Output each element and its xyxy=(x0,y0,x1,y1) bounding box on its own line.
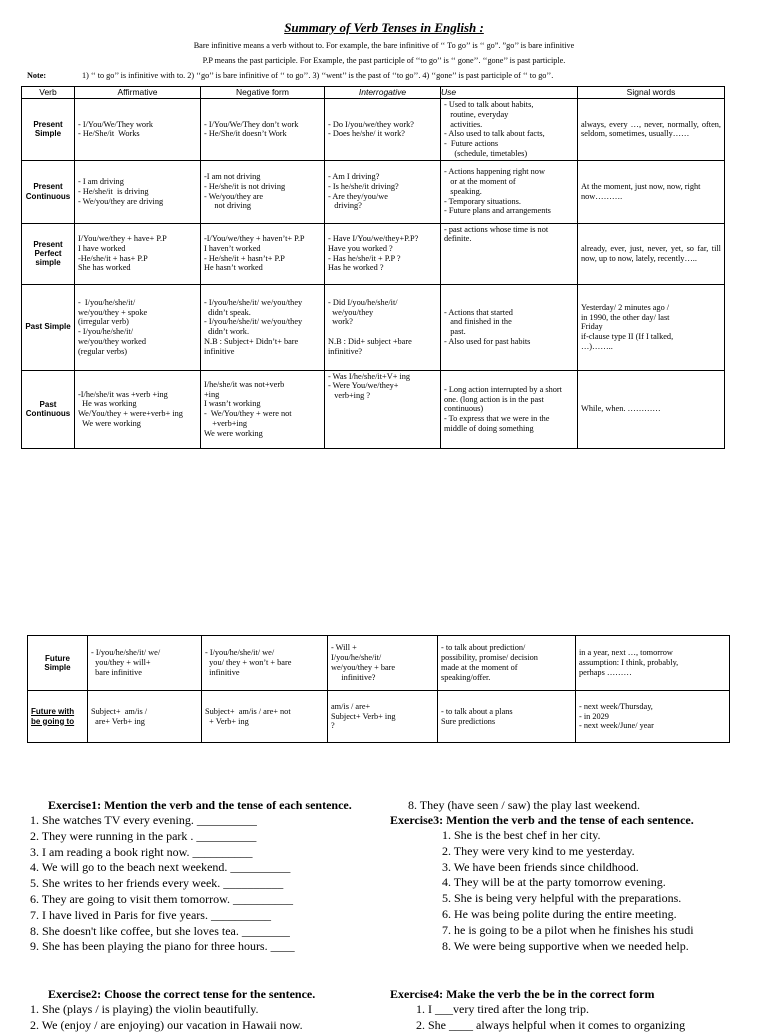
negative-cell: - I/you/he/she/it/ we/you/they didn’t speak. - I/you/he/she/it/ we/you/they didn’t work. N.B : Subject+ Didn’t+ bare infinitive xyxy=(201,284,325,370)
tense-name: Present Simple xyxy=(22,99,75,161)
interrogative-cell: - Did I/you/he/she/it/ we/you/they work? N.B : Did+ subject +bare infinitive? xyxy=(325,284,441,370)
note-label: Note: xyxy=(27,71,47,80)
header-negative: Negative form xyxy=(201,87,325,99)
affirmative-cell: I/You/we/they + have+ P.P I have worked -He/she/it + has+ P.P She has worked xyxy=(75,223,201,284)
exercise3-title: Exercise3: Mention the verb and the tense of each sentence. xyxy=(390,813,694,827)
affirmative-cell: - I/You/We/They work - He/She/it Works xyxy=(75,99,201,161)
list-item: 8. They (have seen / saw) the play last weekend. xyxy=(408,798,641,812)
signal-words-cell: - next week/Thursday, - in 2029 - next week/June/ year xyxy=(576,691,730,743)
interrogative-cell: - Have I/You/we/they+P.P? Have you worked ? - Has he/she/it + P.P ? Has he worked ? xyxy=(325,223,441,284)
tense-name: Present Perfect simple xyxy=(22,223,75,284)
interrogative-cell: am/is / are+ Subject+ Verb+ ing ? xyxy=(328,691,438,743)
affirmative-cell: - I am driving - He/she/it is driving - We/you/they are driving xyxy=(75,160,201,223)
exercise4-section xyxy=(390,987,760,1034)
list-item: 5. She writes to her friends every week. __________ xyxy=(30,876,284,891)
exercise2-section xyxy=(30,987,380,1034)
exercise1-title: Exercise1: Mention the verb and the tense of each sentence. xyxy=(48,798,352,812)
affirmative-cell: - I/you/he/she/it/ we/you/they + spoke (irregular verb) - I/you/he/she/it/ we/you/they worked (regular verbs) xyxy=(75,284,201,370)
list-item: 4. We will go to the beach next weekend. __________ xyxy=(30,860,291,875)
signal-words-cell: At the moment, just now, now, right now………. xyxy=(578,160,725,223)
list-item: 6. He was being polite during the entire meeting. xyxy=(442,906,677,921)
tense-name: Present Continuous xyxy=(22,160,75,223)
list-item: 2. They were very kind to me yesterday. xyxy=(442,843,635,858)
interrogative-cell: - Am I driving? - Is he/she/it driving? - Are they/you/we driving? xyxy=(325,160,441,223)
table-row xyxy=(22,370,725,448)
list-item: 9. She has been playing the piano for three hours. ____ xyxy=(30,939,295,954)
list-item: 1. She watches TV every evening. __________ xyxy=(30,813,257,827)
bare-infinitive-definition: Bare infinitive means a verb without to. For example, the bare infinitive of ‘‘ To go’’ is ‘‘ go”. ”go’’ is bare infinitive xyxy=(193,41,575,50)
signal-words-cell: always, every …, never, normally, often, seldom, sometimes, usually…… xyxy=(578,99,725,161)
table-row xyxy=(22,284,725,370)
table-header-row xyxy=(22,87,725,99)
signal-words-cell: Yesterday/ 2 minutes ago / in 1990, the other day/ last Friday if-clause type II (If I talked, …)…….. xyxy=(578,284,725,370)
list-item: 3. I am reading a book right now. __________ xyxy=(30,844,253,859)
table-row xyxy=(28,636,730,691)
table-row xyxy=(22,99,725,161)
negative-cell: Subject+ am/is / are+ not + Verb+ ing xyxy=(202,691,328,743)
exercise4-title: Exercise4: Make the verb the be in the correct form xyxy=(390,987,655,1001)
signal-words-cell: While, when. ………… xyxy=(578,370,725,448)
header-interrogative: Interrogative xyxy=(325,87,441,99)
use-cell: - Long action interrupted by a short one. (long action is in the past continuous) - To express that we were in the middle of doing something xyxy=(441,370,578,448)
negative-cell: -I/You/we/they + haven’t+ P.P I haven’t worked - He/she/it + hasn’t+ P.P He hasn’t worked xyxy=(201,223,325,284)
future-tenses-table xyxy=(27,635,730,743)
affirmative-cell: Subject+ am/is / are+ Verb+ ing xyxy=(88,691,202,743)
header-verb: Verb xyxy=(22,87,75,99)
interrogative-cell: - Will + I/you/he/she/it/ we/you/they + bare infinitive? xyxy=(328,636,438,691)
verb-tenses-table xyxy=(21,86,725,449)
past-participle-definition: P.P means the past participle. For Example, the past participle of ‘‘to go’’ is ‘‘ gone’’. ‘‘gone’’ is past participle. xyxy=(202,56,566,65)
exercise3-section xyxy=(390,798,760,954)
note-text: 1) ‘‘ to go’’ is infinitive with to. 2) ‘‘go’’ is bare infinitive of ‘‘ to go’’. 3) ‘‘went’’ is the past of ‘‘to go’’. 4) ‘‘gone’’ is past participle of ‘‘ to go’’. xyxy=(82,71,554,80)
signal-words-cell: already, ever, just, never, yet, so far, till now, up to now, lately, recently….. xyxy=(578,223,725,284)
page-title: Summary of Verb Tenses in English : xyxy=(284,20,484,35)
interrogative-cell: - Do I/you/we/they work? - Does he/she/ it work? xyxy=(325,99,441,161)
tense-name: Future Simple xyxy=(28,636,88,691)
list-item: 1. I ___very tired after the long trip. xyxy=(416,1002,589,1016)
use-cell: - Actions happening right now or at the moment of speaking. - Temporary situations. - Future plans and arrangements xyxy=(441,160,578,223)
list-item: 2. They were running in the park . __________ xyxy=(30,828,257,843)
list-item: 7. he is going to be a pilot when he finishes his studi xyxy=(442,922,694,937)
list-item: 8. She doesn't like coffee, but she loves tea. ________ xyxy=(30,923,290,938)
header-use: Use xyxy=(441,87,578,99)
use-cell: - to talk about prediction/ possibility, promise/ decision made at the moment of speaking/offer. xyxy=(438,636,576,691)
list-item: 5. She is being very helpful with the preparations. xyxy=(442,891,682,906)
table-row xyxy=(28,691,730,743)
list-item: 3. We have been friends since childhood. xyxy=(442,859,639,874)
tense-name: Future with be going to xyxy=(28,691,88,743)
signal-words-cell: in a year, next …, tomorrow assumption: I think, probably, perhaps ……… xyxy=(576,636,730,691)
exercise2-title: Exercise2: Choose the correct tense for the sentence. xyxy=(48,987,316,1001)
list-item: 2. We (enjoy / are enjoying) our vacation in Hawaii now. xyxy=(30,1017,303,1032)
table-row xyxy=(22,223,725,284)
negative-cell: -I am not driving - He/she/it is not driving - We/you/they are not driving xyxy=(201,160,325,223)
use-cell: - Used to talk about habits, routine, everyday activities. - Also used to talk about facts, - Future actions (schedule, timetables) xyxy=(441,99,578,161)
use-cell: - past actions whose time is not definite. xyxy=(441,223,578,284)
interrogative-cell: - Was I/he/she/it+V+ ing - Were You/we/they+ verb+ing ? xyxy=(325,370,441,448)
affirmative-cell: - I/you/he/she/it/ we/ you/they + will+ bare infinitive xyxy=(88,636,202,691)
negative-cell: - I/you/he/she/it/ we/ you/ they + won’t + bare infinitive xyxy=(202,636,328,691)
list-item: 8. We were being supportive when we needed help. xyxy=(442,938,689,953)
list-item: 2. She ____ always helpful when it comes to organizing xyxy=(416,1017,686,1032)
tense-name: Past Simple xyxy=(22,284,75,370)
use-cell: - Actions that started and finished in the past. - Also used for past habits xyxy=(441,284,578,370)
negative-cell: - I/You/We/They don’t work - He/She/it doesn’t Work xyxy=(201,99,325,161)
affirmative-cell: -I/he/she/it was +verb +ing He was working We/You/they + were+verb+ ing We were working xyxy=(75,370,201,448)
use-cell: - to talk about a plans Sure predictions xyxy=(438,691,576,743)
list-item: 1. She is the best chef in her city. xyxy=(442,828,601,842)
header-signal-words: Signal words xyxy=(578,87,725,99)
exercise1-section xyxy=(30,798,380,955)
list-item: 4. They will be at the party tomorrow evening. xyxy=(442,875,666,890)
list-item: 7. I have lived in Paris for five years. __________ xyxy=(30,907,271,922)
tense-name: Past Continuous xyxy=(22,370,75,448)
table-row xyxy=(22,160,725,223)
list-item: 1. She (plays / is playing) the violin beautifully. xyxy=(30,1002,259,1016)
header-affirmative: Affirmative xyxy=(75,87,201,99)
negative-cell: I/he/she/it was not+verb +ing I wasn’t working - We/You/they + were not +verb+ing We were working xyxy=(201,370,325,448)
list-item: 6. They are going to visit them tomorrow. __________ xyxy=(30,891,293,906)
